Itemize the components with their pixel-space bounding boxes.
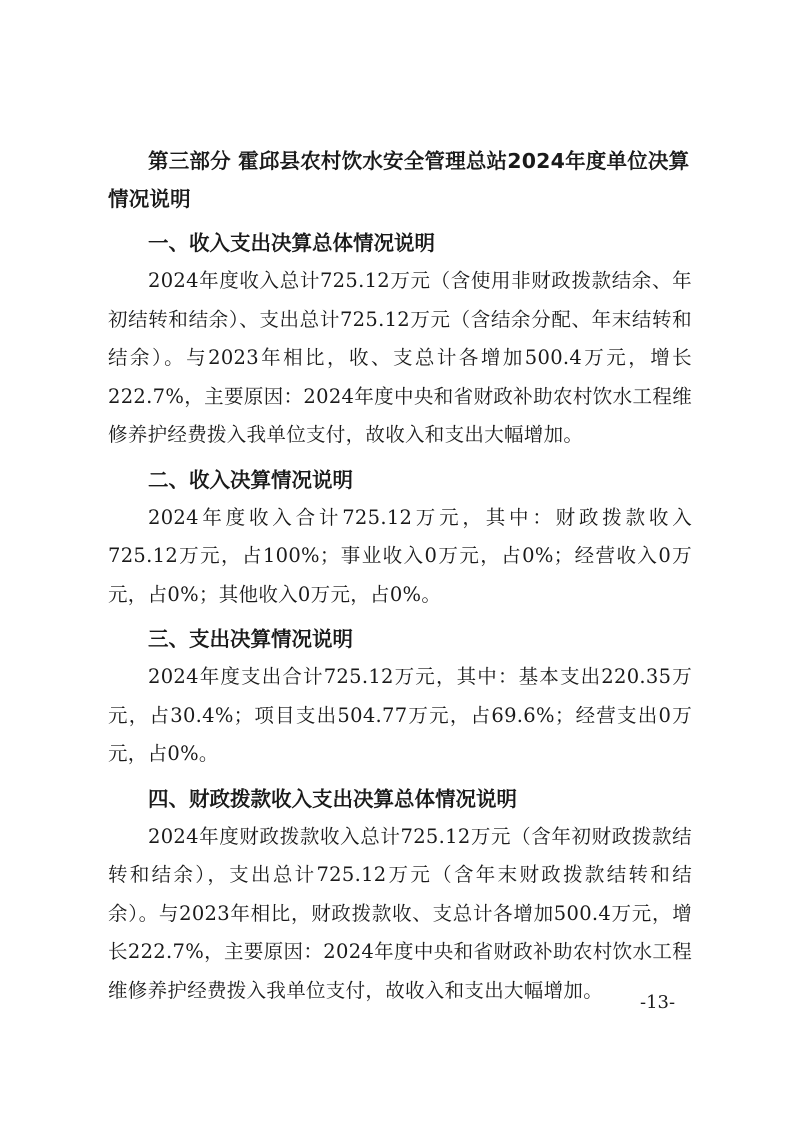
- document-body: [108, 142, 692, 1010]
- section-paragraph-2: 2024年度收入合计725.12万元，其中：财政拨款收入725.12万元，占100%；事业收入0万元，占0%；经营收入0万元，占0%；其他收入0万元，占0%。: [108, 505, 692, 606]
- section-heading-3: 三、支出决算情况说明: [148, 627, 353, 651]
- page-number: -13-: [640, 992, 676, 1013]
- section-paragraph-1: 2024年度收入总计725.12万元（含使用非财政拨款结余、年初结转和结余）、支出总计725.12万元（含结余分配、年末结转和结余）。与2023年相比，收、支总计各增加500.4万元，增长222.7%，主要原因：2024年度中央和省财政补助农村饮水工程维修养护经费拨入我单位支付，故收入和支出大幅增加。: [108, 269, 692, 446]
- section-paragraph-3: 2024年度支出合计725.12万元，其中：基本支出220.35万元，占30.4%；项目支出504.77万元，占69.6%；经营支出0万元，占0%。: [108, 665, 692, 765]
- section-paragraph-4: 2024年度财政拨款收入总计725.12万元（含年初财政拨款结转和结余），支出总计725.12万元（含年末财政拨款结转和结余）。与2023年相比，财政拨款收、支总计各增加500.4万元，增长222.7%，主要原因：2024年度中央和省财政补助农村饮水工程维修养护经费拨入我单位支付，故收入和支出大幅增加。: [108, 824, 692, 1002]
- section-heading-2: 二、收入决算情况说明: [148, 467, 353, 492]
- section-heading-1: 一、收入支出决算总体情况说明: [148, 231, 435, 255]
- page-title: 第三部分 霍邱县农村饮水安全管理总站2024年度单位决算情况说明: [108, 149, 690, 211]
- section-heading-4: 四、财政拨款收入支出决算总体情况说明: [148, 786, 517, 811]
